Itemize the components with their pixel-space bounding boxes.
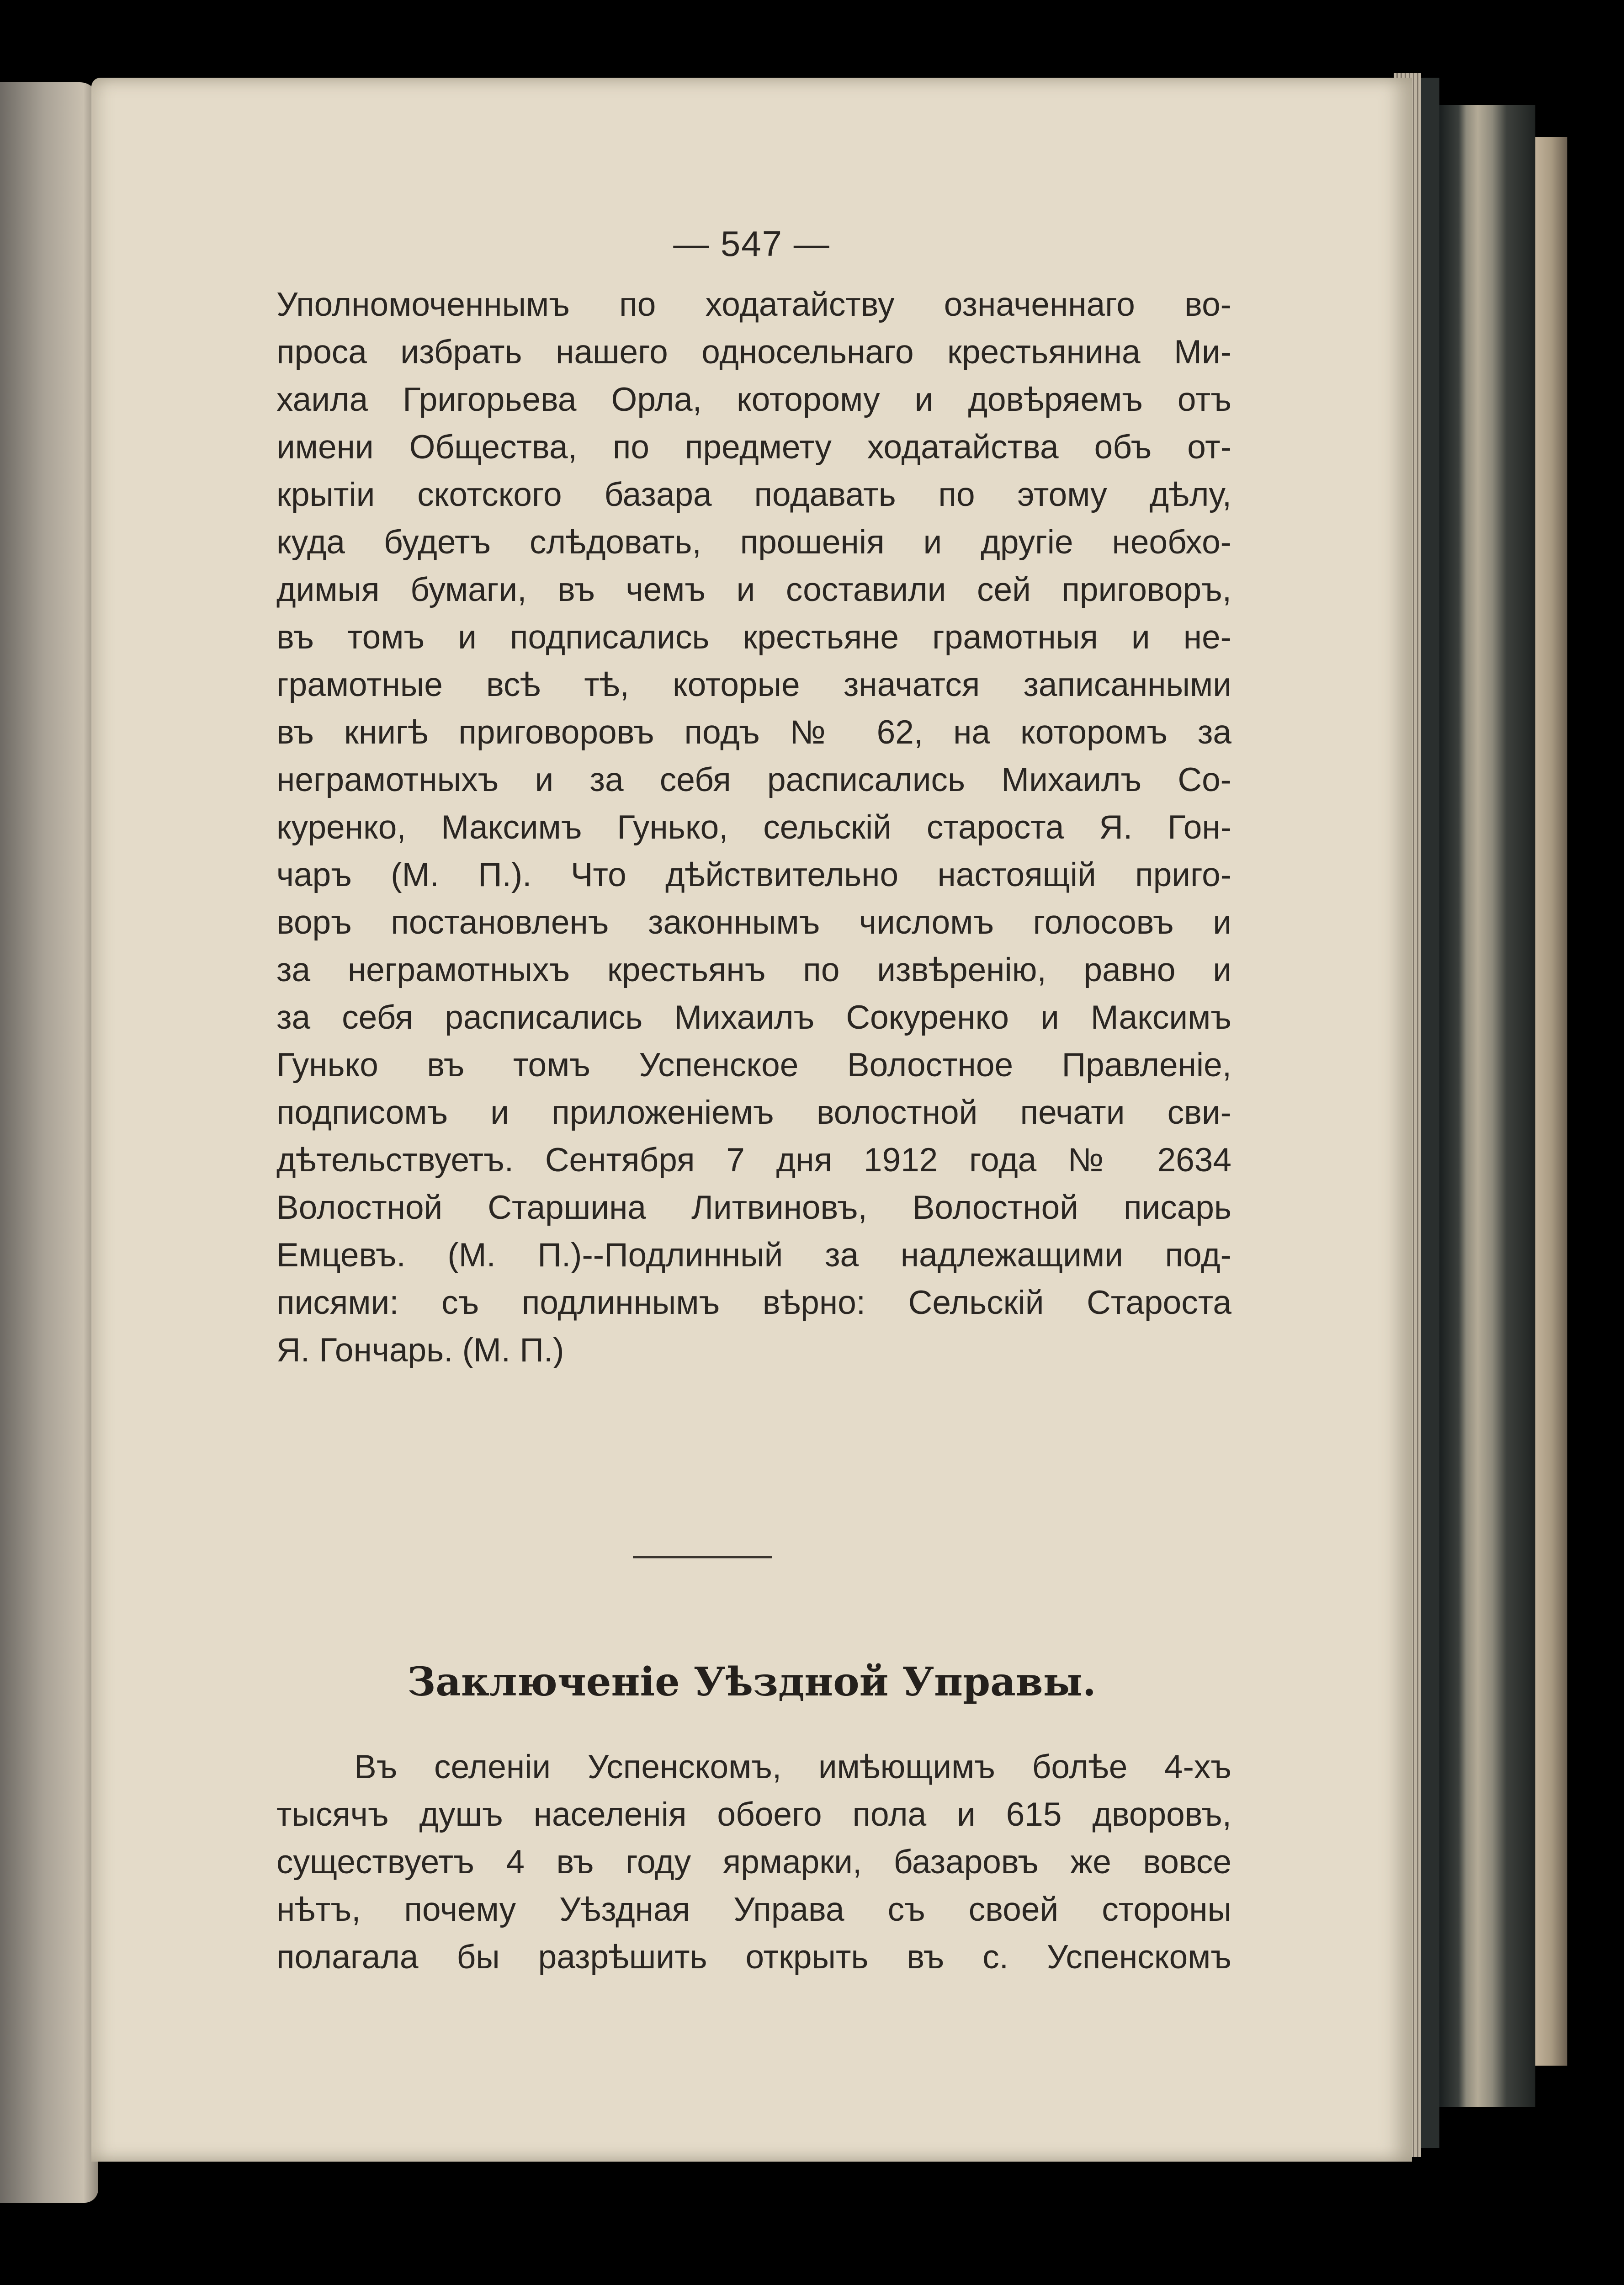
text-line: имени Общества, по предмету ходатайства объ от- <box>276 429 1231 466</box>
page-number: — 547 — <box>673 223 830 264</box>
book-back-edge <box>1535 137 1567 2066</box>
text-line: писями: съ подлиннымъ вѣрно: Сельскій Староста <box>276 1284 1231 1321</box>
paragraph-conclusion <box>276 1743 1231 1981</box>
previous-page-edge <box>0 82 98 2203</box>
text-line: Гунько въ томъ Успенское Волостное Правленіе, <box>276 1047 1231 1084</box>
text-line: подписомъ и приложеніемъ волостной печати сви- <box>276 1094 1231 1131</box>
text-line: крытіи скотского базара подавать по этому дѣлу, <box>276 476 1231 513</box>
text-line: Я. Гончарь. (М. П.) <box>276 1332 564 1369</box>
text-line: воръ постановленъ законнымъ числомъ голосовъ и <box>276 904 1231 941</box>
text-line: Въ селеніи Успенскомъ, имѣющимъ болѣе 4-хъ <box>354 1748 1231 1785</box>
text-line: димыя бумаги, въ чемъ и составили сей приговоръ, <box>276 571 1231 608</box>
text-line: въ книгѣ приговоровъ подъ № 62, на которомъ за <box>276 714 1231 751</box>
text-line: Емцевъ. (М. П.)--Подлинный за надлежащими под- <box>276 1237 1231 1274</box>
text-line: чаръ (М. П.). Что дѣйствительно настоящій приго- <box>276 856 1231 893</box>
text-line: дѣтельствуетъ. Сентября 7 дня 1912 года № 2634 <box>276 1142 1231 1179</box>
text-line: грамотные всѣ тѣ, которые значатся записанными <box>276 666 1231 703</box>
text-line: Уполномоченнымъ по ходатайству означеннаго во- <box>276 286 1231 323</box>
text-line: за себя расписались Михаилъ Сокуренко и Максимъ <box>276 999 1231 1036</box>
text-line: проса избрать нашего односельнаго крестьянина Ми- <box>276 334 1231 371</box>
text-line: нѣтъ, почему Уѣздная Управа съ своей стороны <box>276 1891 1231 1928</box>
text-line: полагала бы разрѣшить открыть въ с. Успенскомъ <box>276 1939 1231 1976</box>
text-line: неграмотныхъ и за себя расписались Михаилъ Со- <box>276 761 1231 798</box>
text-line: куда будетъ слѣдовать, прошенія и другіе необхо- <box>276 524 1231 561</box>
text-line: Волостной Старшина Литвиновъ, Волостной писарь <box>276 1189 1231 1226</box>
text-line: существуетъ 4 въ году ярмарки, базаровъ же вовсе <box>276 1844 1231 1881</box>
book-spine-edge <box>1439 105 1535 2107</box>
text-line: тысячъ душъ населенія обоего пола и 615 дворовъ, <box>276 1796 1231 1833</box>
text-line: куренко, Максимъ Гунько, сельскій староста Я. Гон- <box>276 809 1231 846</box>
section-heading: Заключеніе Уѣздной Управы. <box>407 1659 1096 1705</box>
text-line: хаила Григорьева Орла, которому и довѣряемъ отъ <box>276 381 1231 418</box>
book-cover-edge <box>1421 78 1439 2148</box>
section-divider <box>633 1556 772 1558</box>
paragraph-resolution <box>276 281 1231 1374</box>
text-line: въ томъ и подписались крестьяне грамотныя и не- <box>276 619 1231 656</box>
book-page <box>91 78 1412 2162</box>
text-line: за неграмотныхъ крестьянъ по извѣренію, равно и <box>276 951 1231 988</box>
